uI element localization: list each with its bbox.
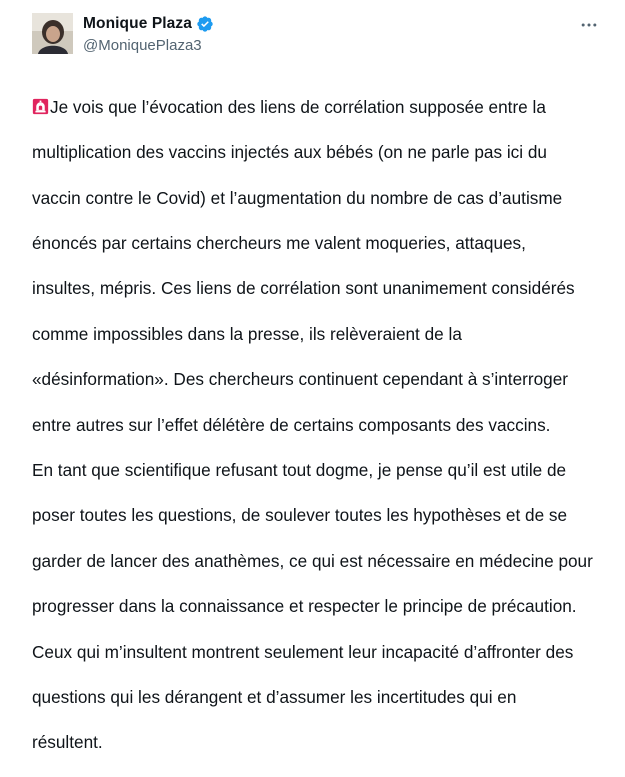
author-handle[interactable]: @MoniquePlaza3 bbox=[83, 37, 202, 54]
tweet-text-line-2: multiplication des vaccins injectés aux bébés (on ne parle pas ici du bbox=[32, 142, 547, 163]
tweet-text-line-12: progresser dans la connaissance et respecter le principe de précaution. bbox=[32, 596, 577, 617]
tweet-text-line-9: En tant que scientifique refusant tout dogme, je pense qu’il est utile de bbox=[32, 459, 567, 480]
tweet-text-line-3: vaccin contre le Covid) et l’augmentation du nombre de cas d’autisme bbox=[32, 187, 563, 208]
tweet-text-line-14: questions qui les dérangent et d’assumer les incertitudes qui en bbox=[32, 686, 517, 707]
tweet-text-line bbox=[32, 96, 622, 119]
avatar[interactable] bbox=[32, 13, 73, 54]
rotating-light-emoji bbox=[32, 98, 49, 115]
tweet-text-line-10: poser toutes les questions, de soulever toutes les hypothèses et de se bbox=[32, 505, 568, 526]
author-info bbox=[83, 12, 214, 54]
tweet-text-line-11: garder de lancer des anathèmes, ce qui est nécessaire en médecine pour bbox=[32, 550, 593, 571]
verified-badge-icon[interactable] bbox=[196, 15, 214, 33]
tweet-text-line-8: entre autres sur l’effet délétère de certains composants des vaccins. bbox=[32, 414, 551, 435]
author-name-row bbox=[83, 12, 214, 36]
tweet-text bbox=[32, 73, 622, 777]
author-display-name[interactable]: Monique Plaza bbox=[83, 15, 192, 32]
tweet-text-line-7: «désinformation». Des chercheurs continuent cependant à s’interroger bbox=[32, 369, 568, 390]
tweet-text-line-13: Ceux qui m’insultent montrent seulement leur incapacité d’affronter des bbox=[32, 641, 574, 662]
more-horizontal-icon[interactable] bbox=[576, 12, 602, 38]
tweet-text-line-4: énoncés par certains chercheurs me valent moqueries, attaques, bbox=[32, 232, 526, 253]
tweet-text-line-15: résultent. bbox=[32, 732, 103, 753]
tweet-text-line-6: comme impossibles dans la presse, ils relèveraient de la bbox=[32, 323, 462, 344]
tweet-text-line-5: insultes, mépris. Ces liens de corrélation sont unanimement considérés bbox=[32, 278, 575, 299]
tweet-text-line-1: Je vois que l’évocation des liens de corrélation supposée entre la bbox=[50, 96, 546, 117]
